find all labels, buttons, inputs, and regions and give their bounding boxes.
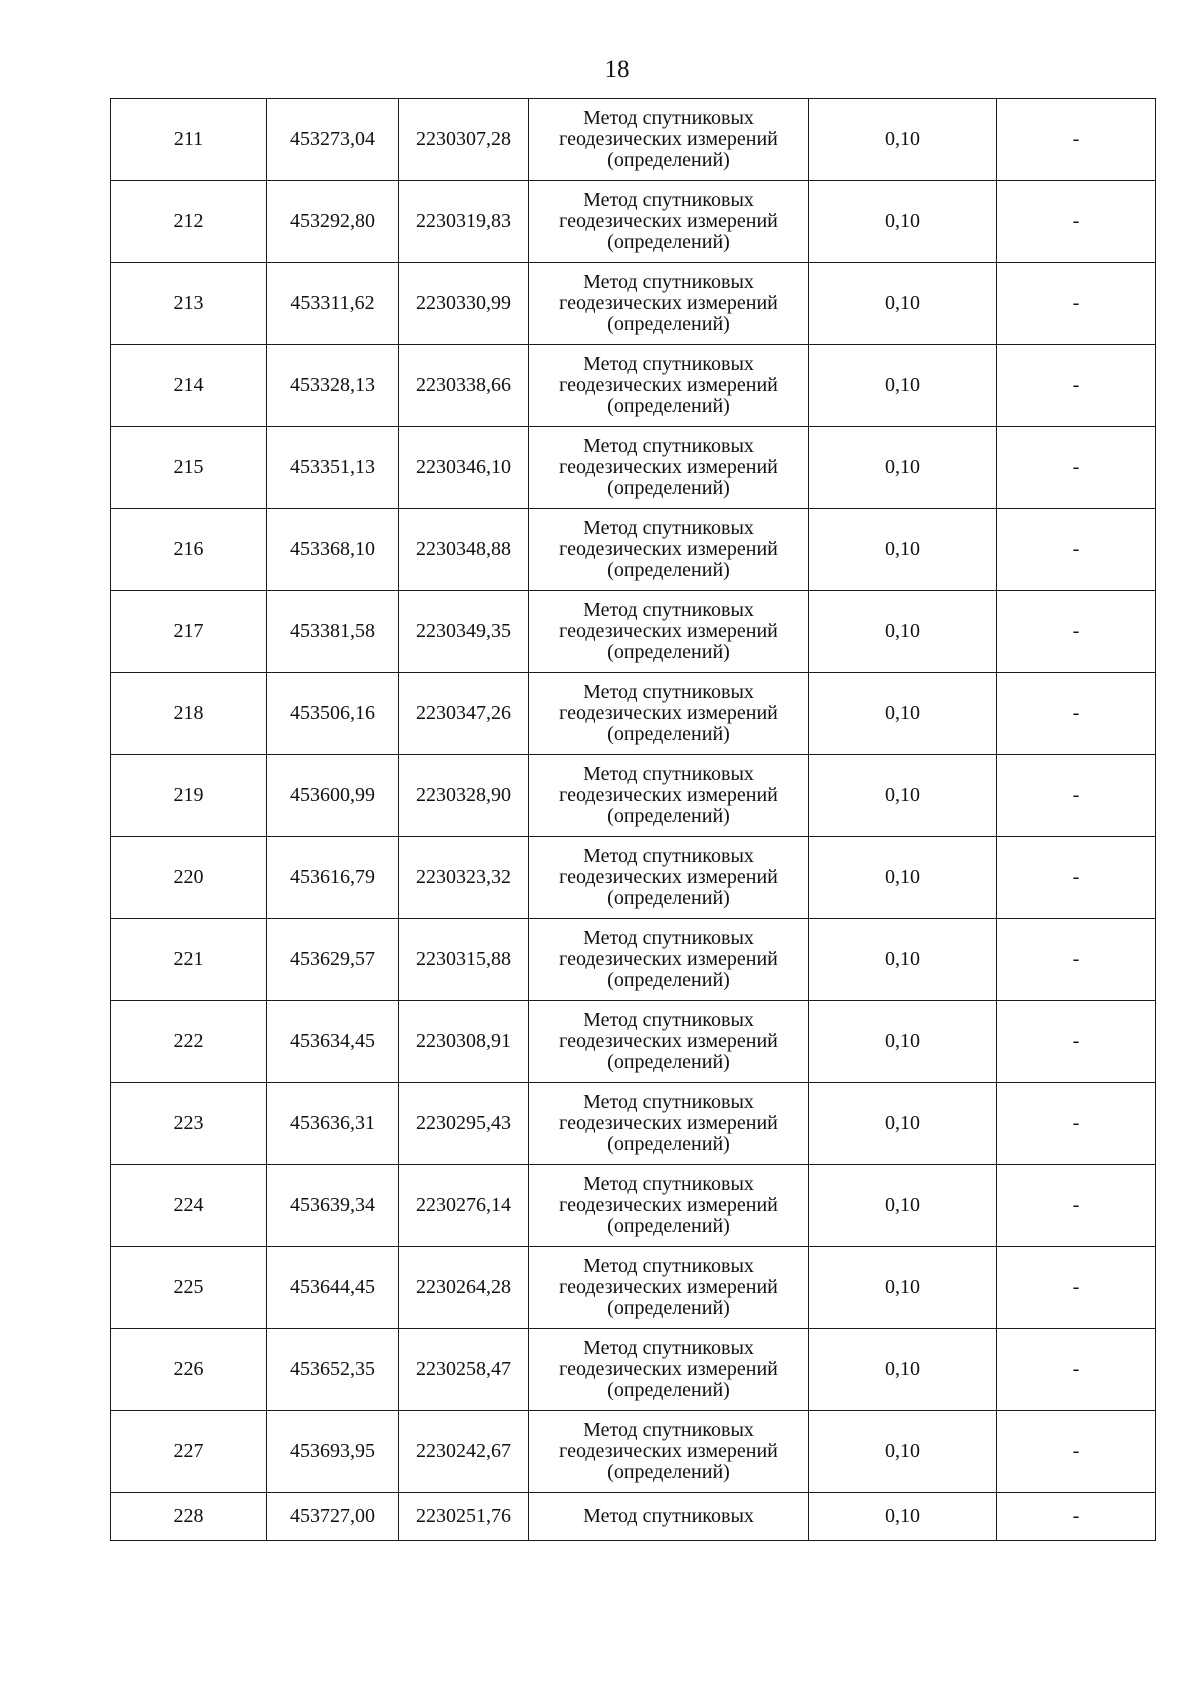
method-line: Метод спутниковых xyxy=(583,189,754,211)
method-line: геодезических измерений xyxy=(559,456,778,478)
method-line: Метод спутниковых xyxy=(583,599,754,621)
point-number-cell: 221 xyxy=(111,919,267,1001)
table-row xyxy=(111,509,1156,591)
method-line: геодезических измерений xyxy=(559,1194,778,1216)
method-cell xyxy=(529,1329,809,1411)
description-cell: - xyxy=(997,99,1156,181)
x-coordinate-cell: 453639,34 xyxy=(267,1165,399,1247)
table-row xyxy=(111,837,1156,919)
method-cell xyxy=(529,1083,809,1165)
table-row xyxy=(111,1001,1156,1083)
method-line: геодезических измерений xyxy=(559,866,778,888)
table-row xyxy=(111,1247,1156,1329)
method-line: (определений) xyxy=(607,477,730,499)
method-line: геодезических измерений xyxy=(559,1440,778,1462)
x-coordinate-cell: 453311,62 xyxy=(267,263,399,345)
table-row xyxy=(111,591,1156,673)
point-number-cell: 212 xyxy=(111,181,267,263)
y-coordinate-cell: 2230295,43 xyxy=(399,1083,529,1165)
description-cell: - xyxy=(997,837,1156,919)
table-row xyxy=(111,1329,1156,1411)
table-row xyxy=(111,181,1156,263)
point-number-cell: 222 xyxy=(111,1001,267,1083)
method-cell xyxy=(529,1493,809,1541)
table-row xyxy=(111,1411,1156,1493)
description-cell: - xyxy=(997,1165,1156,1247)
description-cell: - xyxy=(997,263,1156,345)
method-cell xyxy=(529,99,809,181)
accuracy-cell: 0,10 xyxy=(809,1247,997,1329)
description-cell: - xyxy=(997,919,1156,1001)
table-row xyxy=(111,673,1156,755)
description-cell: - xyxy=(997,181,1156,263)
table-row xyxy=(111,755,1156,837)
method-line: Метод спутниковых xyxy=(583,1091,754,1113)
method-cell xyxy=(529,919,809,1001)
method-line: Метод спутниковых xyxy=(583,927,754,949)
method-cell xyxy=(529,755,809,837)
y-coordinate-cell: 2230346,10 xyxy=(399,427,529,509)
point-number-cell: 213 xyxy=(111,263,267,345)
method-line: (определений) xyxy=(607,969,730,991)
method-line: (определений) xyxy=(607,559,730,581)
accuracy-cell: 0,10 xyxy=(809,1493,997,1541)
method-line: геодезических измерений xyxy=(559,1276,778,1298)
method-line: Метод спутниковых xyxy=(583,271,754,293)
method-line: (определений) xyxy=(607,805,730,827)
point-number-cell: 224 xyxy=(111,1165,267,1247)
method-line: Метод спутниковых xyxy=(583,681,754,703)
x-coordinate-cell: 453292,80 xyxy=(267,181,399,263)
method-cell xyxy=(529,591,809,673)
method-cell xyxy=(529,427,809,509)
point-number-cell: 218 xyxy=(111,673,267,755)
table-row xyxy=(111,1165,1156,1247)
x-coordinate-cell: 453506,16 xyxy=(267,673,399,755)
y-coordinate-cell: 2230315,88 xyxy=(399,919,529,1001)
method-cell xyxy=(529,509,809,591)
description-cell: - xyxy=(997,591,1156,673)
point-number-cell: 227 xyxy=(111,1411,267,1493)
method-line: геодезических измерений xyxy=(559,128,778,150)
method-line: геодезических измерений xyxy=(559,374,778,396)
point-number-cell: 216 xyxy=(111,509,267,591)
coordinates-table xyxy=(110,98,1156,1541)
accuracy-cell: 0,10 xyxy=(809,1165,997,1247)
method-cell xyxy=(529,673,809,755)
x-coordinate-cell: 453727,00 xyxy=(267,1493,399,1541)
description-cell: - xyxy=(997,673,1156,755)
accuracy-cell: 0,10 xyxy=(809,673,997,755)
method-cell xyxy=(529,263,809,345)
method-line: геодезических измерений xyxy=(559,948,778,970)
accuracy-cell: 0,10 xyxy=(809,427,997,509)
table-row xyxy=(111,919,1156,1001)
point-number-cell: 223 xyxy=(111,1083,267,1165)
y-coordinate-cell: 2230328,90 xyxy=(399,755,529,837)
point-number-cell: 219 xyxy=(111,755,267,837)
method-line: (определений) xyxy=(607,887,730,909)
accuracy-cell: 0,10 xyxy=(809,509,997,591)
y-coordinate-cell: 2230349,35 xyxy=(399,591,529,673)
method-line: Метод спутниковых xyxy=(583,1337,754,1359)
point-number-cell: 228 xyxy=(111,1493,267,1541)
method-line: Метод спутниковых xyxy=(583,107,754,129)
method-line: геодезических измерений xyxy=(559,620,778,642)
method-line: Метод спутниковых xyxy=(583,845,754,867)
method-cell xyxy=(529,1411,809,1493)
y-coordinate-cell: 2230242,67 xyxy=(399,1411,529,1493)
accuracy-cell: 0,10 xyxy=(809,99,997,181)
y-coordinate-cell: 2230338,66 xyxy=(399,345,529,427)
method-line: Метод спутниковых xyxy=(583,435,754,457)
x-coordinate-cell: 453629,57 xyxy=(267,919,399,1001)
method-line: геодезических измерений xyxy=(559,538,778,560)
table-row xyxy=(111,263,1156,345)
method-line: (определений) xyxy=(607,1051,730,1073)
method-line: Метод спутниковых xyxy=(583,1505,754,1527)
method-line: Метод спутниковых xyxy=(583,1173,754,1195)
accuracy-cell: 0,10 xyxy=(809,919,997,1001)
method-cell xyxy=(529,181,809,263)
description-cell: - xyxy=(997,1329,1156,1411)
y-coordinate-cell: 2230251,76 xyxy=(399,1493,529,1541)
description-cell: - xyxy=(997,509,1156,591)
point-number-cell: 211 xyxy=(111,99,267,181)
description-cell: - xyxy=(997,1001,1156,1083)
method-line: (определений) xyxy=(607,149,730,171)
method-line: Метод спутниковых xyxy=(583,1419,754,1441)
accuracy-cell: 0,10 xyxy=(809,345,997,427)
method-line: (определений) xyxy=(607,1297,730,1319)
table-row xyxy=(111,1493,1156,1541)
method-line: геодезических измерений xyxy=(559,784,778,806)
accuracy-cell: 0,10 xyxy=(809,591,997,673)
x-coordinate-cell: 453600,99 xyxy=(267,755,399,837)
x-coordinate-cell: 453634,45 xyxy=(267,1001,399,1083)
x-coordinate-cell: 453351,13 xyxy=(267,427,399,509)
method-line: геодезических измерений xyxy=(559,1358,778,1380)
description-cell: - xyxy=(997,345,1156,427)
y-coordinate-cell: 2230348,88 xyxy=(399,509,529,591)
method-line: (определений) xyxy=(607,1379,730,1401)
accuracy-cell: 0,10 xyxy=(809,1329,997,1411)
point-number-cell: 226 xyxy=(111,1329,267,1411)
accuracy-cell: 0,10 xyxy=(809,837,997,919)
description-cell: - xyxy=(997,1083,1156,1165)
x-coordinate-cell: 453616,79 xyxy=(267,837,399,919)
accuracy-cell: 0,10 xyxy=(809,755,997,837)
point-number-cell: 220 xyxy=(111,837,267,919)
method-cell xyxy=(529,345,809,427)
method-cell xyxy=(529,1165,809,1247)
y-coordinate-cell: 2230323,32 xyxy=(399,837,529,919)
x-coordinate-cell: 453636,31 xyxy=(267,1083,399,1165)
x-coordinate-cell: 453381,58 xyxy=(267,591,399,673)
table-body xyxy=(111,99,1156,1541)
y-coordinate-cell: 2230319,83 xyxy=(399,181,529,263)
accuracy-cell: 0,10 xyxy=(809,181,997,263)
x-coordinate-cell: 453368,10 xyxy=(267,509,399,591)
method-line: Метод спутниковых xyxy=(583,1255,754,1277)
table-row xyxy=(111,345,1156,427)
x-coordinate-cell: 453652,35 xyxy=(267,1329,399,1411)
method-line: (определений) xyxy=(607,1461,730,1483)
x-coordinate-cell: 453328,13 xyxy=(267,345,399,427)
method-line: геодезических измерений xyxy=(559,1030,778,1052)
method-line: геодезических измерений xyxy=(559,210,778,232)
point-number-cell: 225 xyxy=(111,1247,267,1329)
method-line: (определений) xyxy=(607,231,730,253)
y-coordinate-cell: 2230307,28 xyxy=(399,99,529,181)
method-line: Метод спутниковых xyxy=(583,353,754,375)
y-coordinate-cell: 2230347,26 xyxy=(399,673,529,755)
description-cell: - xyxy=(997,1247,1156,1329)
method-line: (определений) xyxy=(607,1133,730,1155)
x-coordinate-cell: 453693,95 xyxy=(267,1411,399,1493)
accuracy-cell: 0,10 xyxy=(809,1411,997,1493)
description-cell: - xyxy=(997,427,1156,509)
method-cell xyxy=(529,1001,809,1083)
y-coordinate-cell: 2230276,14 xyxy=(399,1165,529,1247)
y-coordinate-cell: 2230258,47 xyxy=(399,1329,529,1411)
method-line: геодезических измерений xyxy=(559,1112,778,1134)
method-cell xyxy=(529,1247,809,1329)
description-cell: - xyxy=(997,1411,1156,1493)
description-cell: - xyxy=(997,755,1156,837)
accuracy-cell: 0,10 xyxy=(809,1083,997,1165)
y-coordinate-cell: 2230264,28 xyxy=(399,1247,529,1329)
method-line: (определений) xyxy=(607,395,730,417)
method-line: (определений) xyxy=(607,313,730,335)
method-line: (определений) xyxy=(607,641,730,663)
x-coordinate-cell: 453644,45 xyxy=(267,1247,399,1329)
table-row xyxy=(111,1083,1156,1165)
accuracy-cell: 0,10 xyxy=(809,263,997,345)
accuracy-cell: 0,10 xyxy=(809,1001,997,1083)
method-line: геодезических измерений xyxy=(559,292,778,314)
y-coordinate-cell: 2230330,99 xyxy=(399,263,529,345)
y-coordinate-cell: 2230308,91 xyxy=(399,1001,529,1083)
method-line: Метод спутниковых xyxy=(583,517,754,539)
method-line: Метод спутниковых xyxy=(583,1009,754,1031)
method-line: (определений) xyxy=(607,723,730,745)
table-row xyxy=(111,99,1156,181)
table-row xyxy=(111,427,1156,509)
point-number-cell: 215 xyxy=(111,427,267,509)
method-line: Метод спутниковых xyxy=(583,763,754,785)
method-line: (определений) xyxy=(607,1215,730,1237)
method-cell xyxy=(529,837,809,919)
point-number-cell: 214 xyxy=(111,345,267,427)
x-coordinate-cell: 453273,04 xyxy=(267,99,399,181)
page-number: 18 xyxy=(604,56,630,83)
method-line: геодезических измерений xyxy=(559,702,778,724)
point-number-cell: 217 xyxy=(111,591,267,673)
description-cell: - xyxy=(997,1493,1156,1541)
